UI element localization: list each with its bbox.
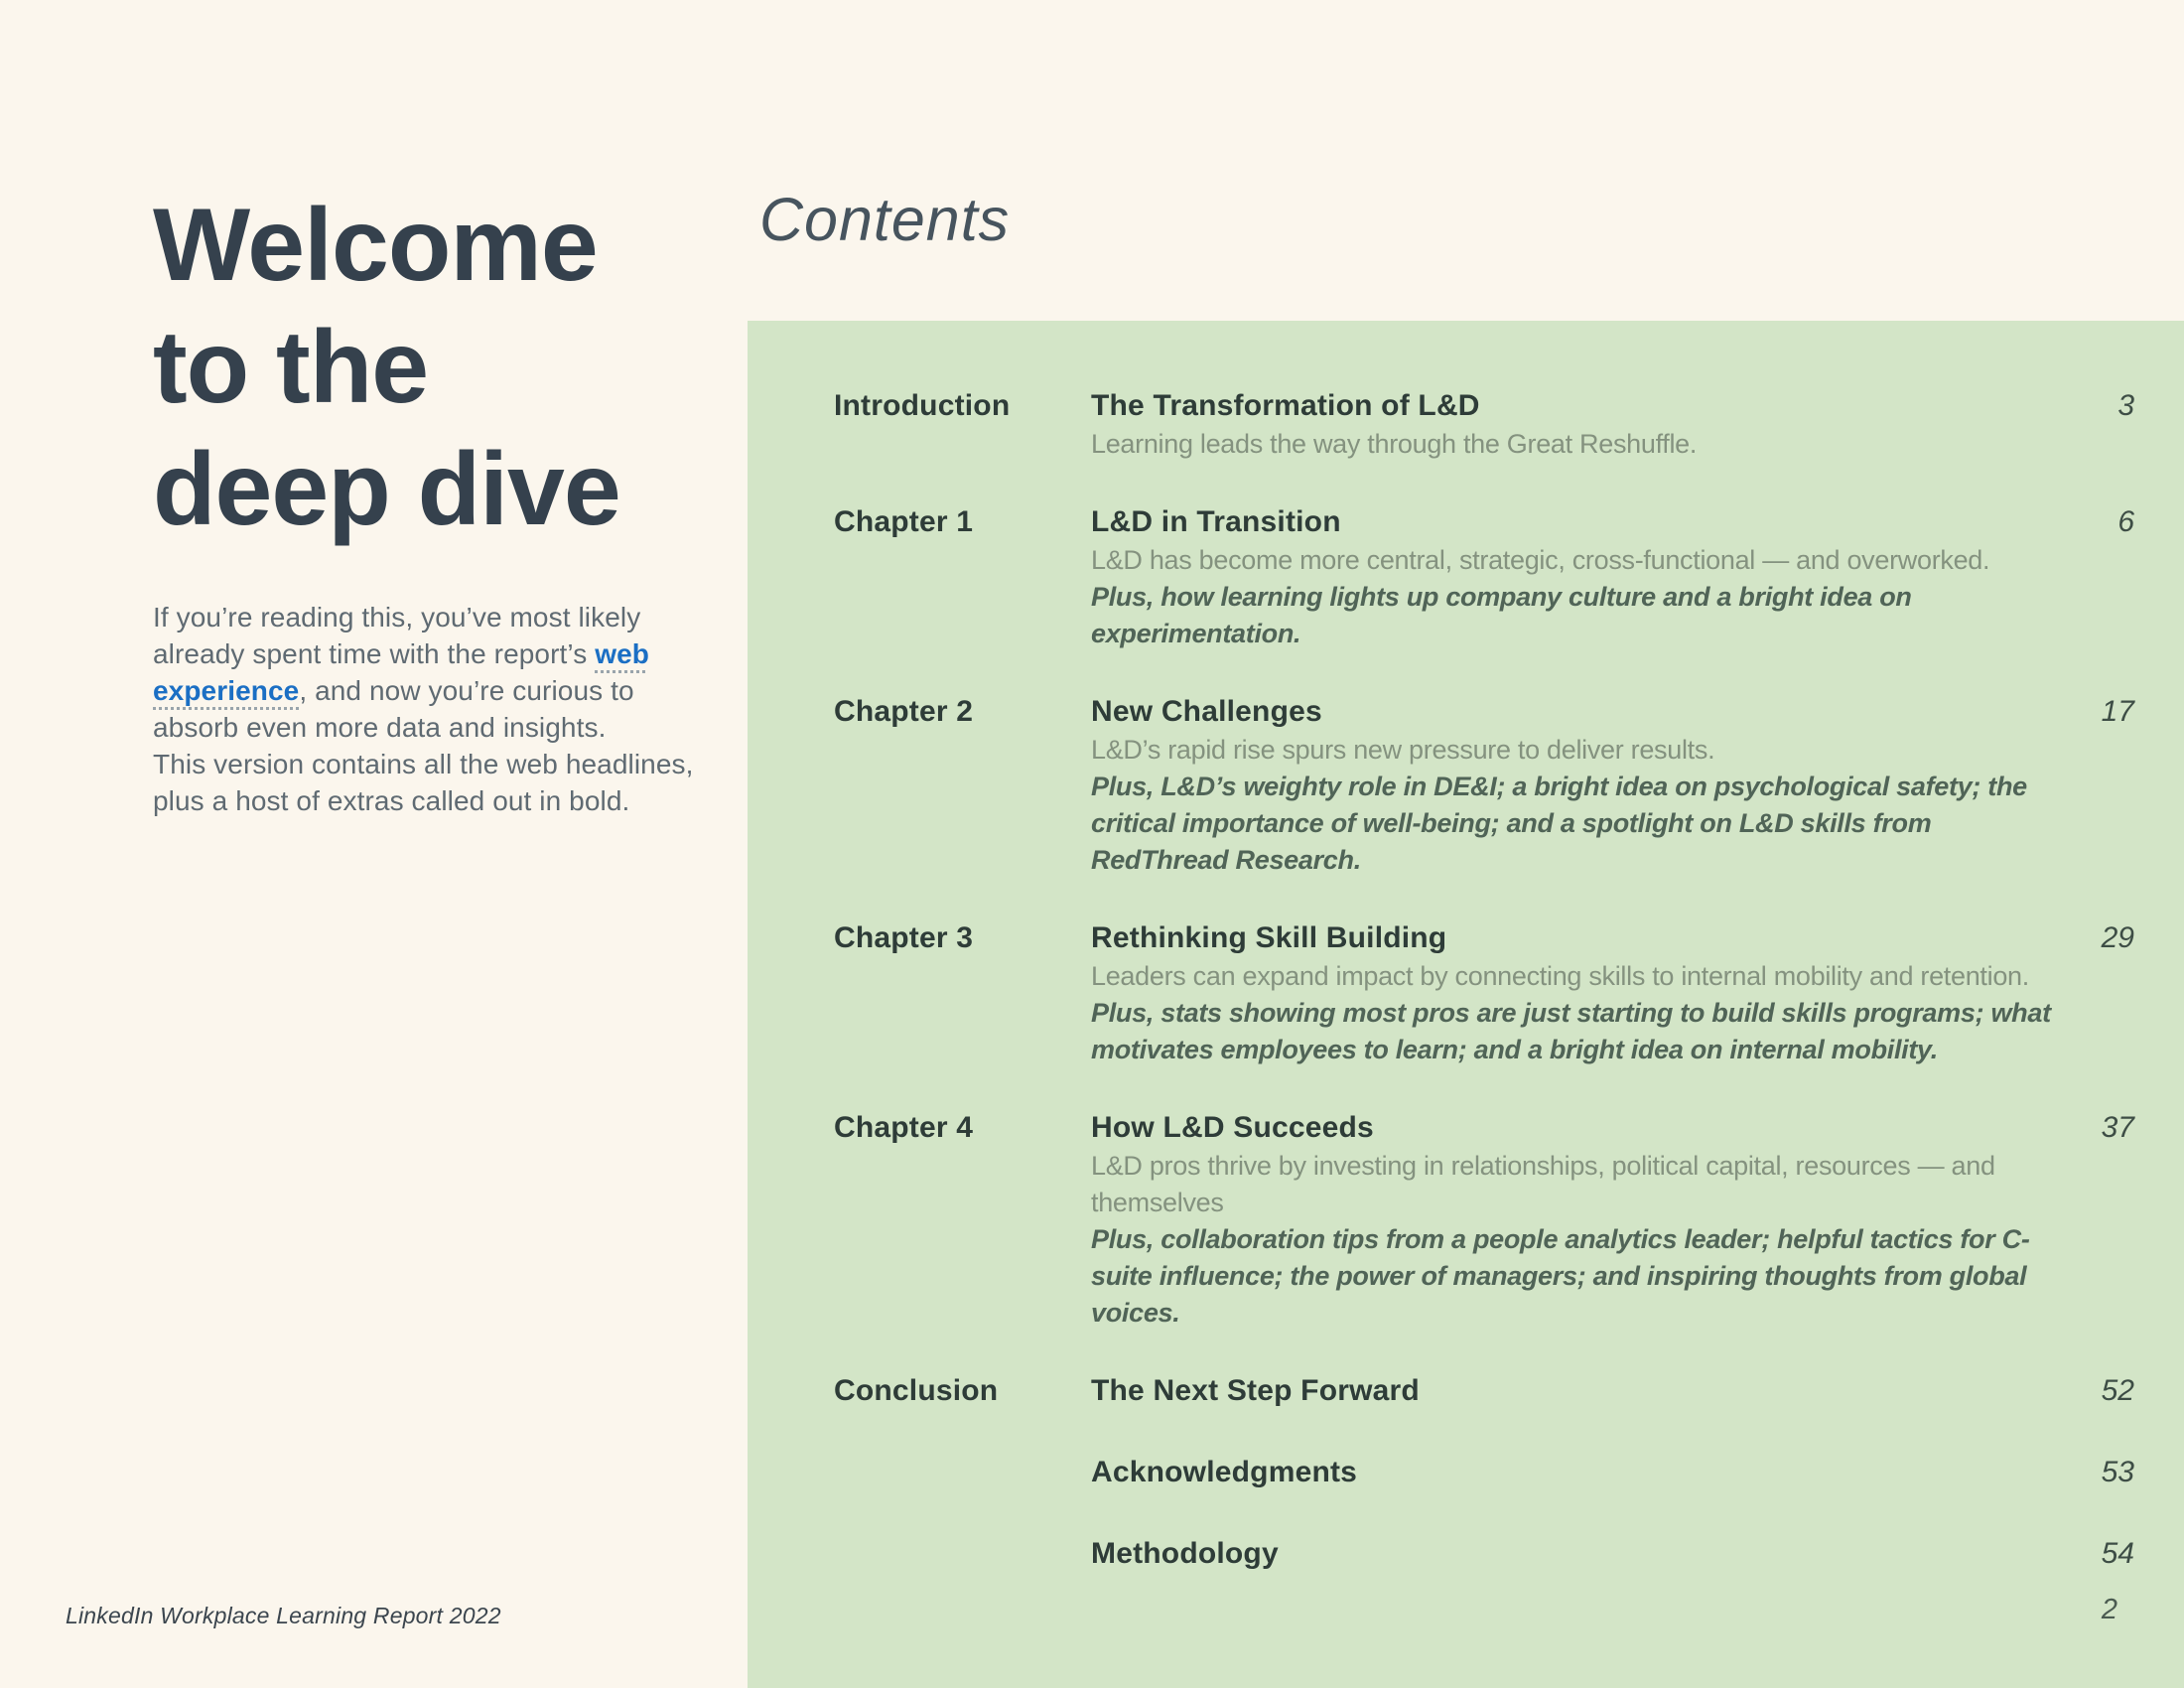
- intro-paragraph: [153, 599, 707, 819]
- report-name-footer: LinkedIn Workplace Learning Report 2022: [66, 1603, 501, 1628]
- page-title: [153, 185, 709, 551]
- intro-text-2: , and now you’re curious to absorb even more data and insights.: [153, 675, 634, 743]
- intro-text-3: This version contains all the web headlines, plus a host of extras called out in bold.: [153, 749, 694, 816]
- page-title-line: Welcome: [153, 188, 598, 303]
- toc-entry-title: L&D in Transition: [1091, 505, 1341, 538]
- toc-row-chapter-2[interactable]: [834, 692, 2134, 879]
- page-number-footer: 2: [2101, 1594, 2117, 1625]
- web-experience-link[interactable]: web experience: [153, 638, 649, 706]
- toc-entry-description: L&D pros thrive by investing in relationships, political capital, resources — and themselves: [1091, 1151, 1995, 1217]
- toc-page-number: 52: [2101, 1374, 2134, 1407]
- toc-entry-description: L&D’s rapid rise spurs new pressure to deliver results.: [1091, 735, 1715, 765]
- toc-chapter-label: Conclusion: [834, 1374, 999, 1407]
- contents-heading: Contents: [759, 186, 1011, 253]
- toc-entry-description: Leaders can expand impact by connecting skills to internal mobility and retention.: [1091, 961, 2029, 991]
- toc-row-acknowledgments[interactable]: [834, 1453, 2134, 1492]
- page-title-line: to the: [153, 310, 429, 425]
- toc-entry-title: Rethinking Skill Building: [1091, 921, 1447, 954]
- toc-page-number: 54: [2101, 1537, 2134, 1570]
- toc-page-number: 6: [2117, 505, 2134, 538]
- toc-row-chapter-3[interactable]: [834, 918, 2134, 1068]
- toc-page-number: 3: [2117, 389, 2134, 422]
- welcome-section: [153, 185, 709, 819]
- page-title-line: deep dive: [153, 432, 620, 547]
- toc-row-conclusion[interactable]: [834, 1371, 2134, 1411]
- toc-entry-title: The Next Step Forward: [1091, 1374, 1420, 1407]
- toc-page-number: 37: [2101, 1111, 2134, 1144]
- toc-entry-title: Methodology: [1091, 1537, 1279, 1570]
- toc-chapter-label: Chapter 3: [834, 921, 974, 954]
- toc-chapter-label: Chapter 2: [834, 695, 974, 728]
- toc-entry: [1091, 918, 2055, 1068]
- toc-chapter-label: Chapter 1: [834, 505, 974, 538]
- toc-entry-plus-note: Plus, how learning lights up company culture and a bright idea on experimentation.: [1091, 582, 1912, 648]
- toc-page-number: 17: [2101, 695, 2134, 728]
- toc-entry-description: L&D has become more central, strategic, cross-functional — and overworked.: [1091, 545, 1990, 575]
- toc-entry-title: New Challenges: [1091, 695, 1322, 728]
- toc-chapter-label: [834, 1534, 1091, 1574]
- toc-row-chapter-1[interactable]: [834, 502, 2134, 652]
- toc-entry: [1091, 1371, 2055, 1411]
- intro-text-1: If you’re reading this, you’ve most likely already spent time with the report’s: [153, 602, 641, 669]
- toc-entry-plus-note: Plus, stats showing most pros are just starting to build skills programs; what motivates employees to learn; and a bright idea on internal mobility.: [1091, 998, 2051, 1064]
- toc-entry-title: How L&D Succeeds: [1091, 1111, 1374, 1144]
- toc-chapter-label: Introduction: [834, 389, 1011, 422]
- toc-page-number: 29: [2101, 921, 2134, 954]
- toc-entry: [1091, 692, 2055, 879]
- toc-entry-plus-note: Plus, L&D’s weighty role in DE&I; a bright idea on psychological safety; the critical importance of well-being; and a spotlight on L&D skills from RedThread Research.: [1091, 772, 2027, 875]
- toc-entry-title: Acknowledgments: [1091, 1456, 1358, 1488]
- toc-entry: [1091, 1453, 2055, 1492]
- toc-row-methodology[interactable]: [834, 1534, 2134, 1574]
- toc-entry: [1091, 386, 2055, 463]
- toc-entry-description: Learning leads the way through the Great Reshuffle.: [1091, 429, 1698, 459]
- toc-entry-plus-note: Plus, collaboration tips from a people analytics leader; helpful tactics for C-suite influence; the power of managers; and inspiring thoughts from global voices.: [1091, 1224, 2030, 1328]
- toc-entry: [1091, 1534, 2055, 1574]
- toc-row-chapter-4[interactable]: [834, 1108, 2134, 1332]
- toc-page-number: 53: [2101, 1456, 2134, 1488]
- toc-entry: [1091, 502, 2055, 652]
- toc-row-introduction[interactable]: [834, 386, 2134, 463]
- toc-entry: [1091, 1108, 2055, 1332]
- toc-entry-title: The Transformation of L&D: [1091, 389, 1480, 422]
- toc-chapter-label: [834, 1453, 1091, 1492]
- toc-chapter-label: Chapter 4: [834, 1111, 974, 1144]
- contents-panel: [748, 321, 2184, 1688]
